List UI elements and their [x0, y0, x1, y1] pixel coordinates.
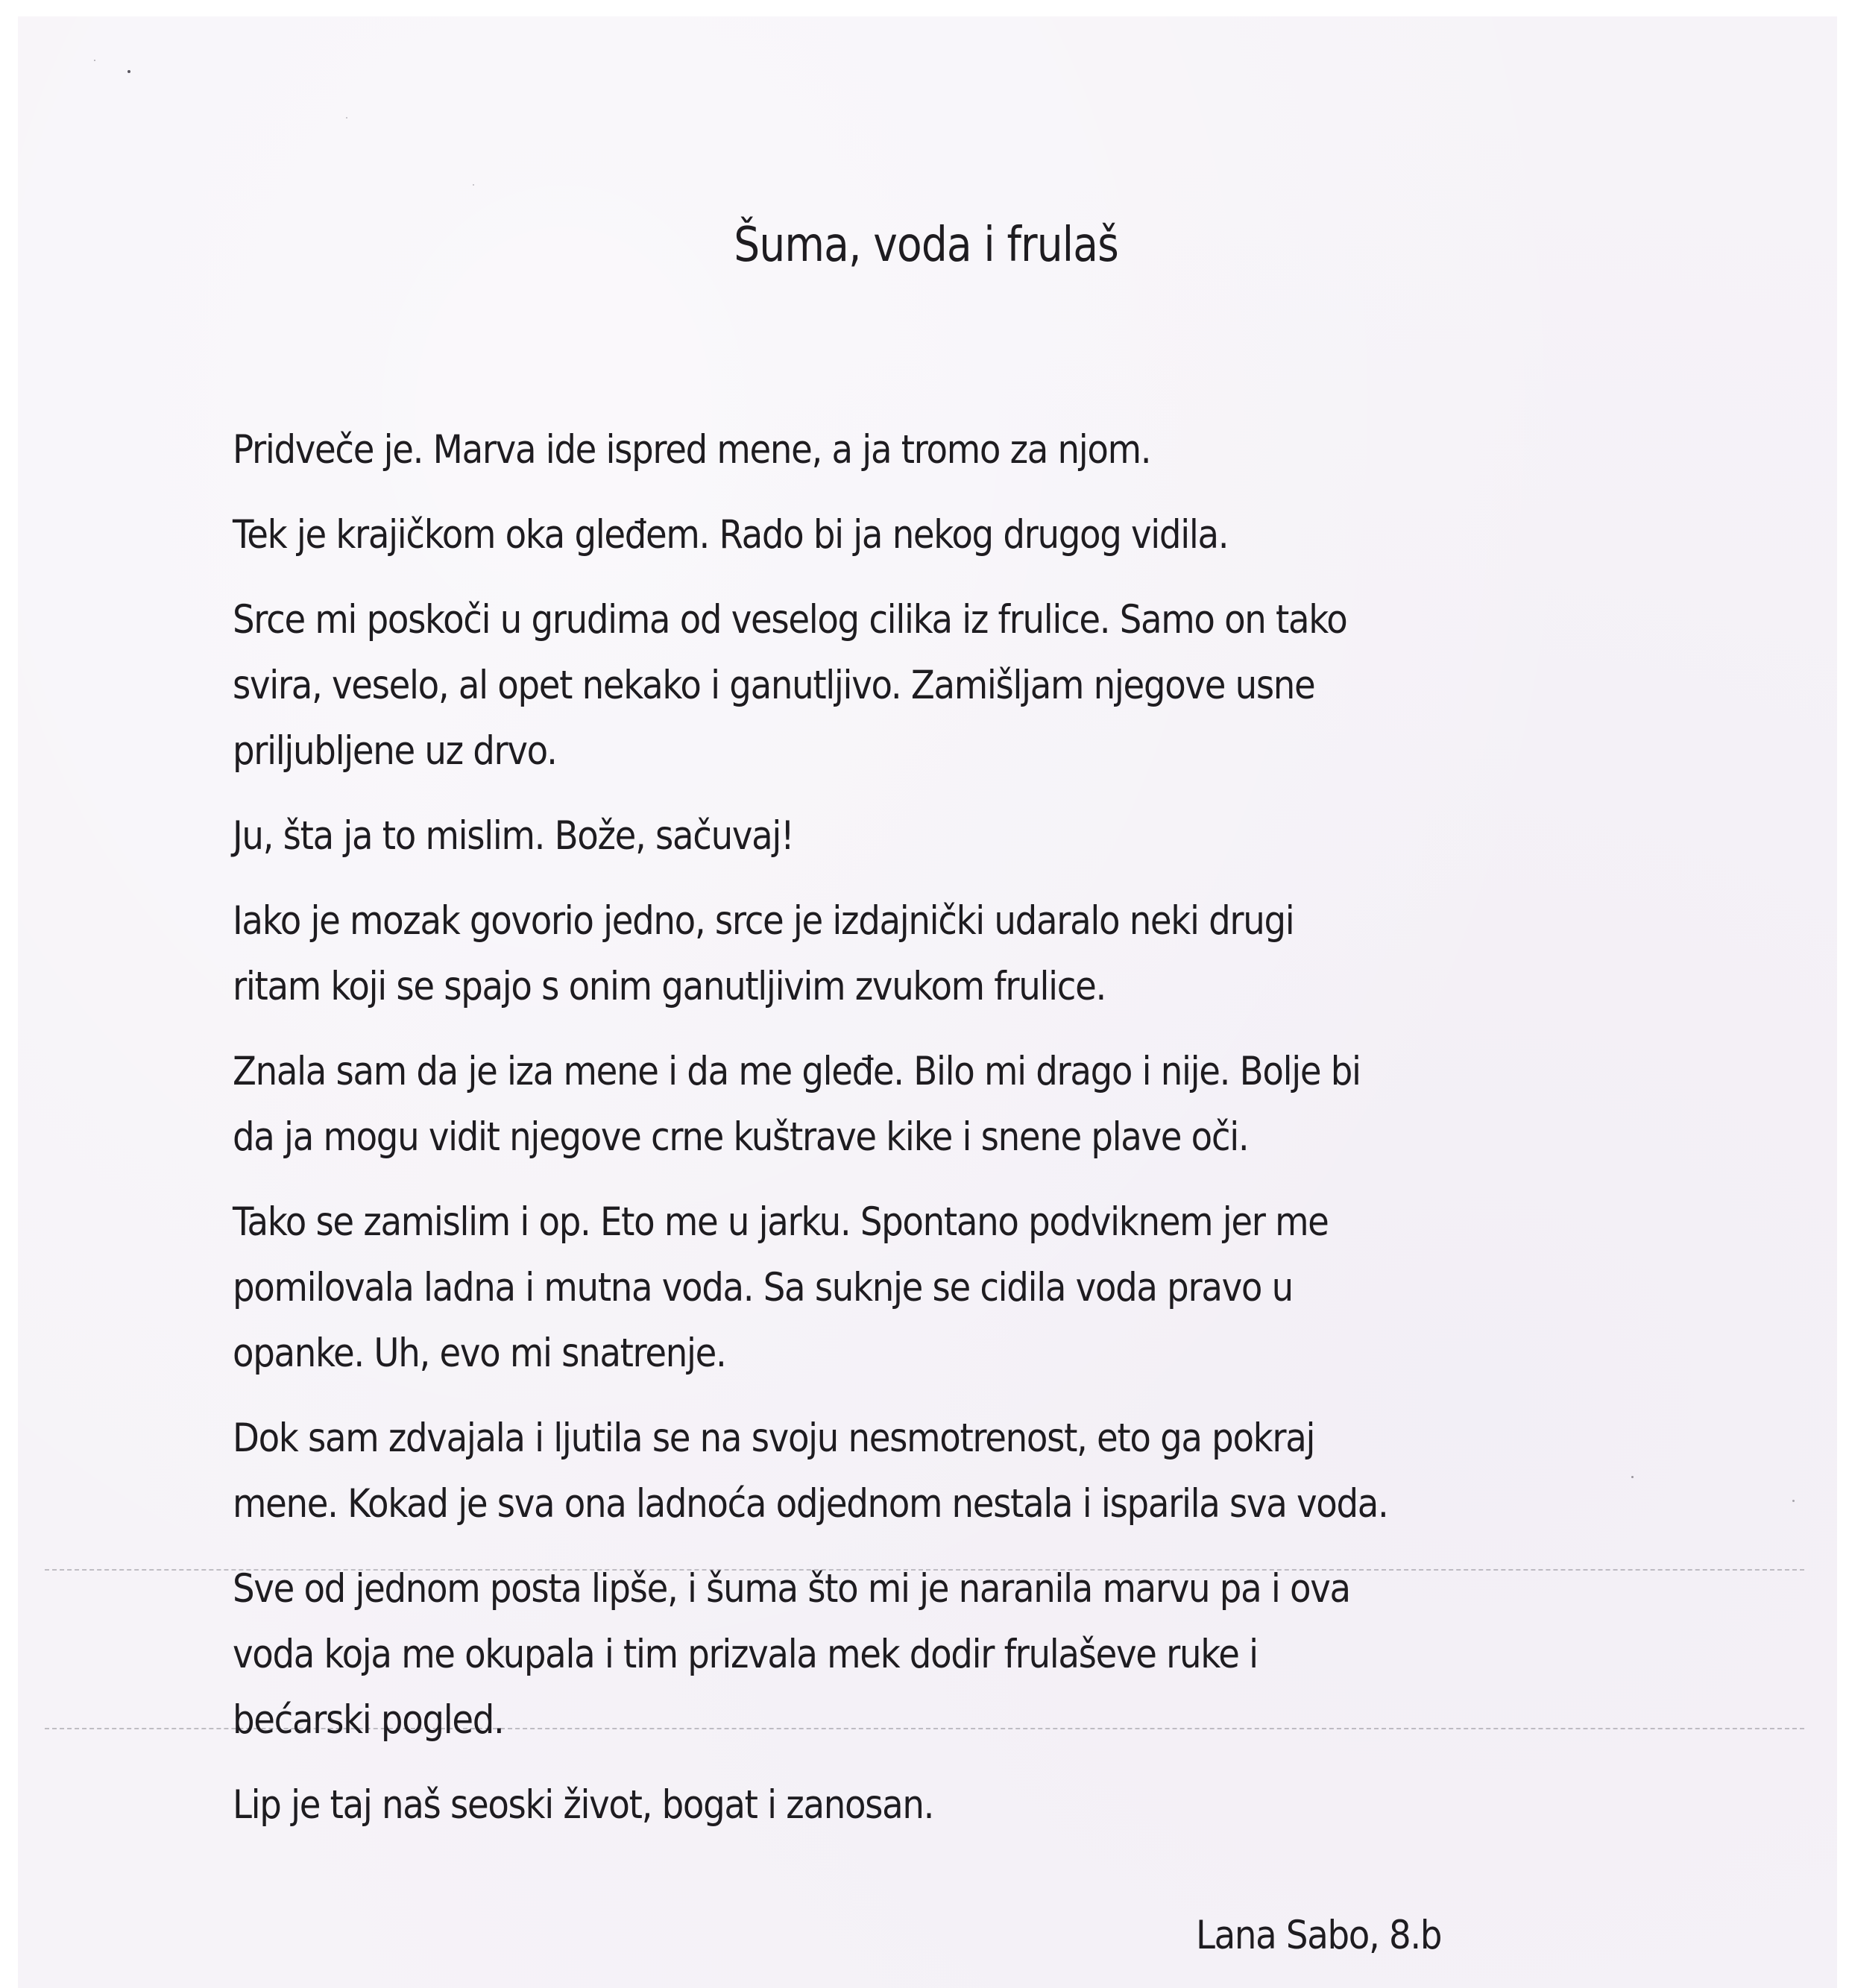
scan-speck [473, 184, 474, 186]
paragraph [233, 804, 1479, 869]
text-line: Sve od jednom posta lipše, i šuma što mi je naranila marvu pa i ova [233, 1566, 1350, 1612]
paragraph [233, 417, 1479, 483]
paragraph [233, 1773, 1479, 1838]
text-line: Pridveče je. Marva ide ispred mene, a ja tromo za njom. [233, 427, 1151, 473]
document-title: Šuma, voda i frulaš [734, 218, 1118, 273]
text-line: Lip je taj naš seoski život, bogat i zanosan. [233, 1782, 934, 1828]
paragraph [233, 587, 1479, 784]
text-line: priljubljene uz drvo. [233, 728, 557, 774]
text-line: Ju, šta ja to mislim. Bože, sačuvaj! [233, 813, 794, 859]
paragraph [233, 1039, 1479, 1170]
paragraph [233, 1406, 1479, 1537]
text-line: opanke. Uh, evo mi snatrenje. [233, 1331, 726, 1376]
scan-speck [127, 70, 130, 73]
text-line: Tako se zamislim i op. Eto me u jarku. Spontano podviknem jer me [233, 1199, 1329, 1245]
paragraph [233, 889, 1479, 1020]
paragraph [233, 1556, 1479, 1753]
text-line: pomilovala ladna i mutna voda. Sa suknje se cidila voda pravo u [233, 1265, 1293, 1310]
text-line: bećarski pogled. [233, 1697, 504, 1743]
scan-speck [1792, 1500, 1795, 1502]
paragraph [233, 502, 1479, 568]
text-line: ritam koji se spajo s onim ganutljivim zvukom frulice. [233, 964, 1106, 1009]
text-line: mene. Kokad je sva ona ladnoća odjednom nestala i isparila sva voda. [233, 1481, 1388, 1527]
paragraph [233, 1190, 1479, 1386]
text-line: Srce mi poskoči u grudima od veselog cilika iz frulice. Samo on tako [233, 597, 1347, 643]
text-line: Iako je mozak govorio jedno, srce je izdajnički udaralo neki drugi [233, 898, 1294, 944]
text-line: Znala sam da je iza mene i da me gleđe. Bilo mi drago i nije. Bolje bi [233, 1049, 1361, 1094]
text-line: svira, veselo, al opet nekako i ganutljivo. Zamišljam njegove usne [233, 663, 1315, 708]
text-line: da ja mogu vidit njegove crne kuštrave kike i snene plave oči. [233, 1114, 1249, 1160]
text-line: voda koja me okupala i tim prizvala mek dodir frulaševe ruke i [233, 1632, 1258, 1677]
scan-speck [94, 60, 95, 61]
scan-speck [346, 117, 347, 119]
document-body [233, 417, 1649, 1858]
text-line: Tek je krajičkom oka gleđem. Rado bi ja nekog drugog vidila. [233, 512, 1229, 558]
author-signature: Lana Sabo, 8.b [1196, 1913, 1442, 1958]
text-line: Dok sam zdvajala i ljutila se na svoju nesmotrenost, eto ga pokraj [233, 1416, 1315, 1461]
